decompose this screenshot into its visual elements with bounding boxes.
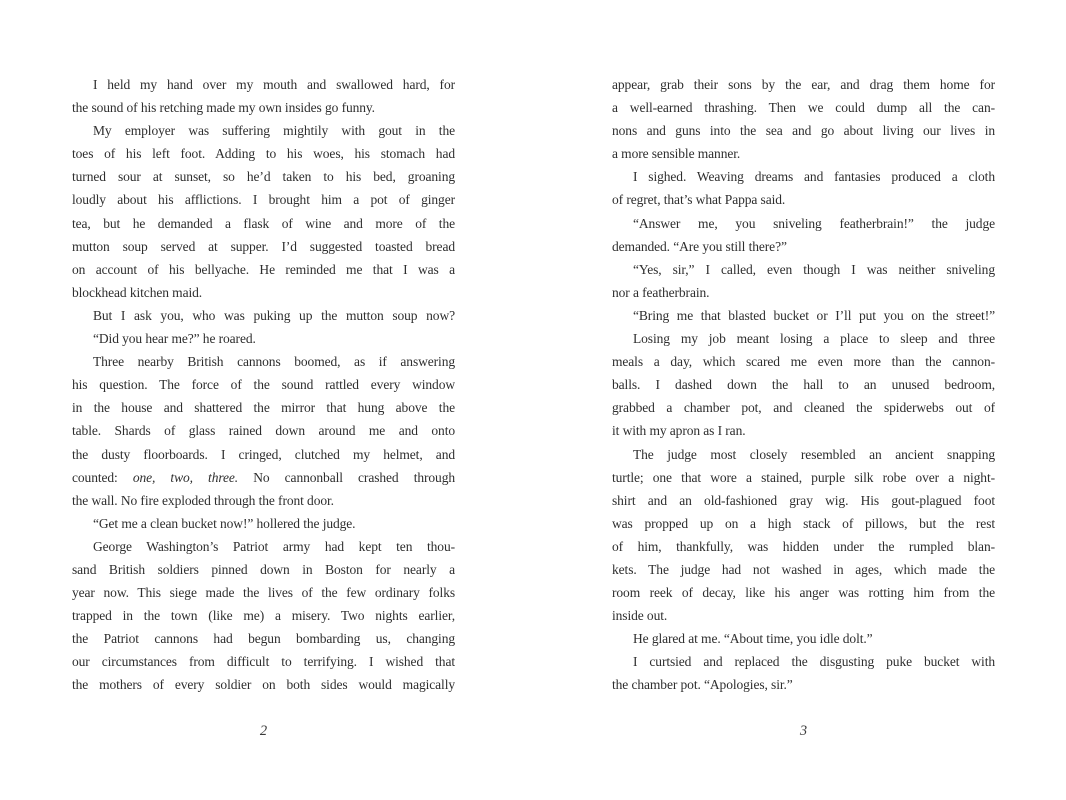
text-line: inside out.	[612, 608, 668, 624]
text-line: tea, but he demanded a flask of wine and more of the	[72, 215, 455, 231]
text-line: He glared at me. “About time, you idle dolt.”	[633, 631, 873, 647]
text-line: Losing my job meant losing a place to sleep and three	[633, 331, 995, 347]
text-line: nor a featherbrain.	[612, 284, 710, 300]
text-line: shirt and an old-fashioned gray wig. His gout-plagued foot	[612, 492, 995, 508]
text-line: our circumstances from difficult to terrifying. I wished that	[72, 654, 455, 670]
text-line: his question. The force of the sound rattled every window	[72, 377, 455, 393]
text-line: the Patriot cannons had begun bombarding us, changing	[72, 631, 455, 647]
text-line: meals a day, which scared me even more than the cannon-	[612, 354, 995, 370]
text-line: trapped in the town (like me) a misery. Two nights earlier,	[72, 608, 455, 624]
text-line: table. Shards of glass rained down around me and onto	[72, 423, 455, 439]
text-line: nons and guns into the sea and go about living our lives in	[612, 123, 995, 139]
text-line: “Get me a clean bucket now!” hollered the judge.	[93, 515, 356, 531]
text-line: loudly about his afflictions. I brought him a pot of ginger	[72, 192, 455, 208]
text-line: the dusty floorboards. I cringed, clutched my helmet, and	[72, 446, 455, 462]
text-line: of him, thankfully, was hidden under the rumpled blan-	[612, 538, 995, 554]
text-line: in the house and shattered the mirror that hung above the	[72, 400, 455, 416]
text-line: appear, grab their sons by the ear, and drag them home for	[612, 77, 995, 92]
text-line: was propped up on a high stack of pillows, but the rest	[612, 515, 995, 531]
text-line: The judge most closely resembled an ancient snapping	[633, 446, 995, 462]
text-line: grabbed a chamber pot, and cleaned the spiderwebs out of	[612, 400, 995, 416]
page-left-number: 2	[259, 723, 268, 739]
text-line: the chamber pot. “Apologies, sir.”	[612, 677, 793, 693]
text-line: on account of his bellyache. He reminded me that I was a	[72, 261, 455, 277]
text-line: “Bring me that blasted bucket or I’ll put you on the street!”	[633, 307, 995, 323]
text-line: a more sensible manner.	[612, 146, 741, 162]
page-left	[72, 73, 455, 773]
text-line: “Yes, sir,” I called, even though I was neither sniveling	[633, 261, 995, 277]
text-line: counted: one, two, three. No cannonball crashed through	[72, 469, 455, 485]
text-line: I held my hand over my mouth and swallowed hard, for	[93, 77, 455, 92]
text-line: “Answer me, you sniveling featherbrain!” the judge	[633, 215, 995, 231]
text-line: it with my apron as I ran.	[612, 423, 746, 439]
text-line: sand British soldiers pinned down in Boston for nearly a	[72, 561, 455, 577]
text-line: turtle; one that wore a stained, purple silk robe over a night-	[612, 469, 995, 485]
page-right-number: 3	[799, 723, 808, 739]
text-line: George Washington’s Patriot army had kept ten thou-	[93, 538, 455, 554]
text-line: a well-earned thrashing. Then we could dump all the can-	[612, 100, 995, 116]
text-line: the mothers of every soldier on both sides would magically	[72, 677, 455, 693]
text-line: I sighed. Weaving dreams and fantasies produced a cloth	[633, 169, 995, 185]
text-line: Three nearby British cannons boomed, as if answering	[93, 354, 455, 370]
text-line: kets. The judge had not washed in ages, which made the	[612, 561, 995, 577]
text-line: I curtsied and replaced the disgusting puke bucket with	[633, 654, 995, 670]
text-line: demanded. “Are you still there?”	[612, 238, 787, 254]
text-line: balls. I dashed down the hall to an unused bedroom,	[612, 377, 995, 393]
text-line: the wall. No fire exploded through the front door.	[72, 492, 334, 508]
text-line: But I ask you, who was puking up the mutton soup now?	[93, 307, 455, 323]
text-line: My employer was suffering mightily with gout in the	[93, 123, 455, 139]
text-line: room reek of decay, like his anger was rotting him from the	[612, 585, 995, 601]
text-line: toes of his left foot. Adding to his woes, his stomach had	[72, 146, 455, 162]
page-left-text	[72, 73, 455, 697]
text-line: blockhead kitchen maid.	[72, 284, 203, 300]
text-line: year now. This siege made the lives of the few ordinary folks	[72, 585, 455, 601]
text-line: turned sour at sunset, so he’d taken to his bed, groaning	[72, 169, 455, 185]
text-line: mutton soup served at supper. I’d suggested toasted bread	[72, 238, 455, 254]
page-right-text	[612, 73, 995, 697]
text-line: of regret, that’s what Pappa said.	[612, 192, 786, 208]
text-line: the sound of his retching made my own insides go funny.	[72, 100, 375, 116]
page-right	[612, 73, 995, 773]
text-line: “Did you hear me?” he roared.	[93, 331, 256, 347]
